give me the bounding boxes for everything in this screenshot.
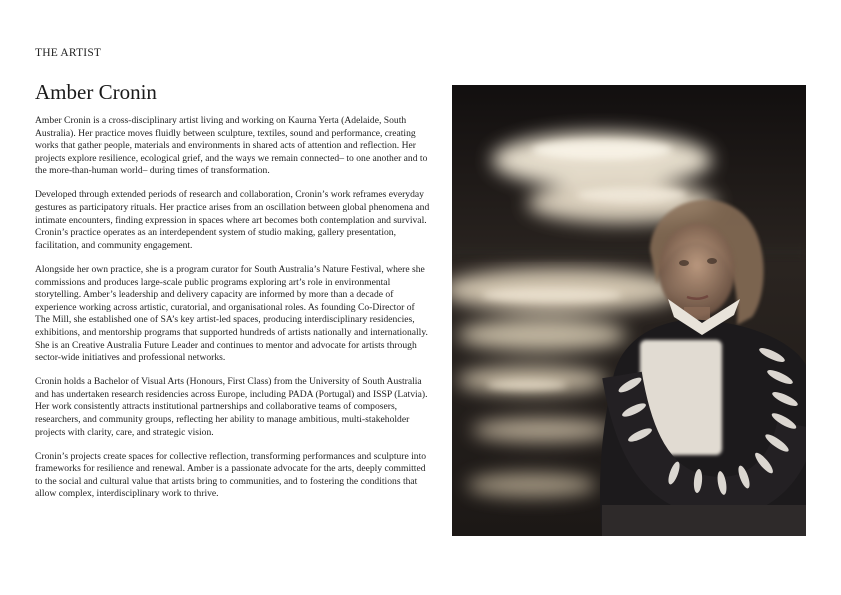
artist-name: Amber Cronin (35, 80, 157, 104)
bio-paragraph: Cronin holds a Bachelor of Visual Arts (Honours, First Class) from the University of South Australia and has undertaken research residencies across Europe, including PADA (Portugal) and ISSP (Latvia). Her work consistently attracts institutional partnerships and collaborative teams of composers, researchers, and community groups, reflecting her ability to manage ambitious, multi-stakeholder projects with clarity, care, and strategic vision. (35, 376, 428, 438)
section-label: THE ARTIST (35, 47, 102, 59)
portrait-illustration (452, 85, 806, 536)
bio-paragraph: Alongside her own practice, she is a program curator for South Australia’s Nature Festival, where she commissions and produces large-scale public programs exploring art’s role in environmental storytelling. Amber’s leadership and delivery capacity are informed by more than a decade of experience working across artistic, curatorial, and organisational roles. As founding Co-Director of The Mill, she established one of SA’s key artist-led spaces, producing interdisciplinary residencies, exhibitions, and mentorship programs that supported hundreds of artists nationally and internationally. She is an Creative Australia Future Leader and continues to mentor and advocate for artists through sector-wide initiatives and professional networks. (35, 263, 428, 364)
artist-bio (35, 115, 431, 513)
bio-paragraph: Amber Cronin is a cross-disciplinary artist living and working on Kaurna Yerta (Adelaide, South Australia). Her practice moves fluidly between sculpture, textiles, sound and performance, creating works that gather people, materials and environments in shared acts of attention and reflection. Her projects explore resilience, ecological grief, and the ways we remain connected– to one another and to the more-than-human world– during times of transformation. (35, 115, 428, 177)
artist-portrait-photo (452, 85, 806, 536)
bio-paragraph: Developed through extended periods of research and collaboration, Cronin’s work reframes everyday gestures as participatory rituals. Her practice arises from an oscillation between global phenomena and intimate encounters, finding expression in spaces where art becomes both contemplation and survival. Cronin’s practice operates as an interdependent system of studio making, gallery presentation, facilitation, and community engagement. (35, 189, 430, 251)
bio-paragraph: Cronin’s projects create spaces for collective reflection, transforming performances and sculpture into frameworks for resilience and renewal. Amber is a passionate advocate for the arts, deeply committed to the social and cultural value that artists bring to communities, and to fostering the conditions that allow complex, interdisciplinary work to thrive. (35, 450, 427, 500)
